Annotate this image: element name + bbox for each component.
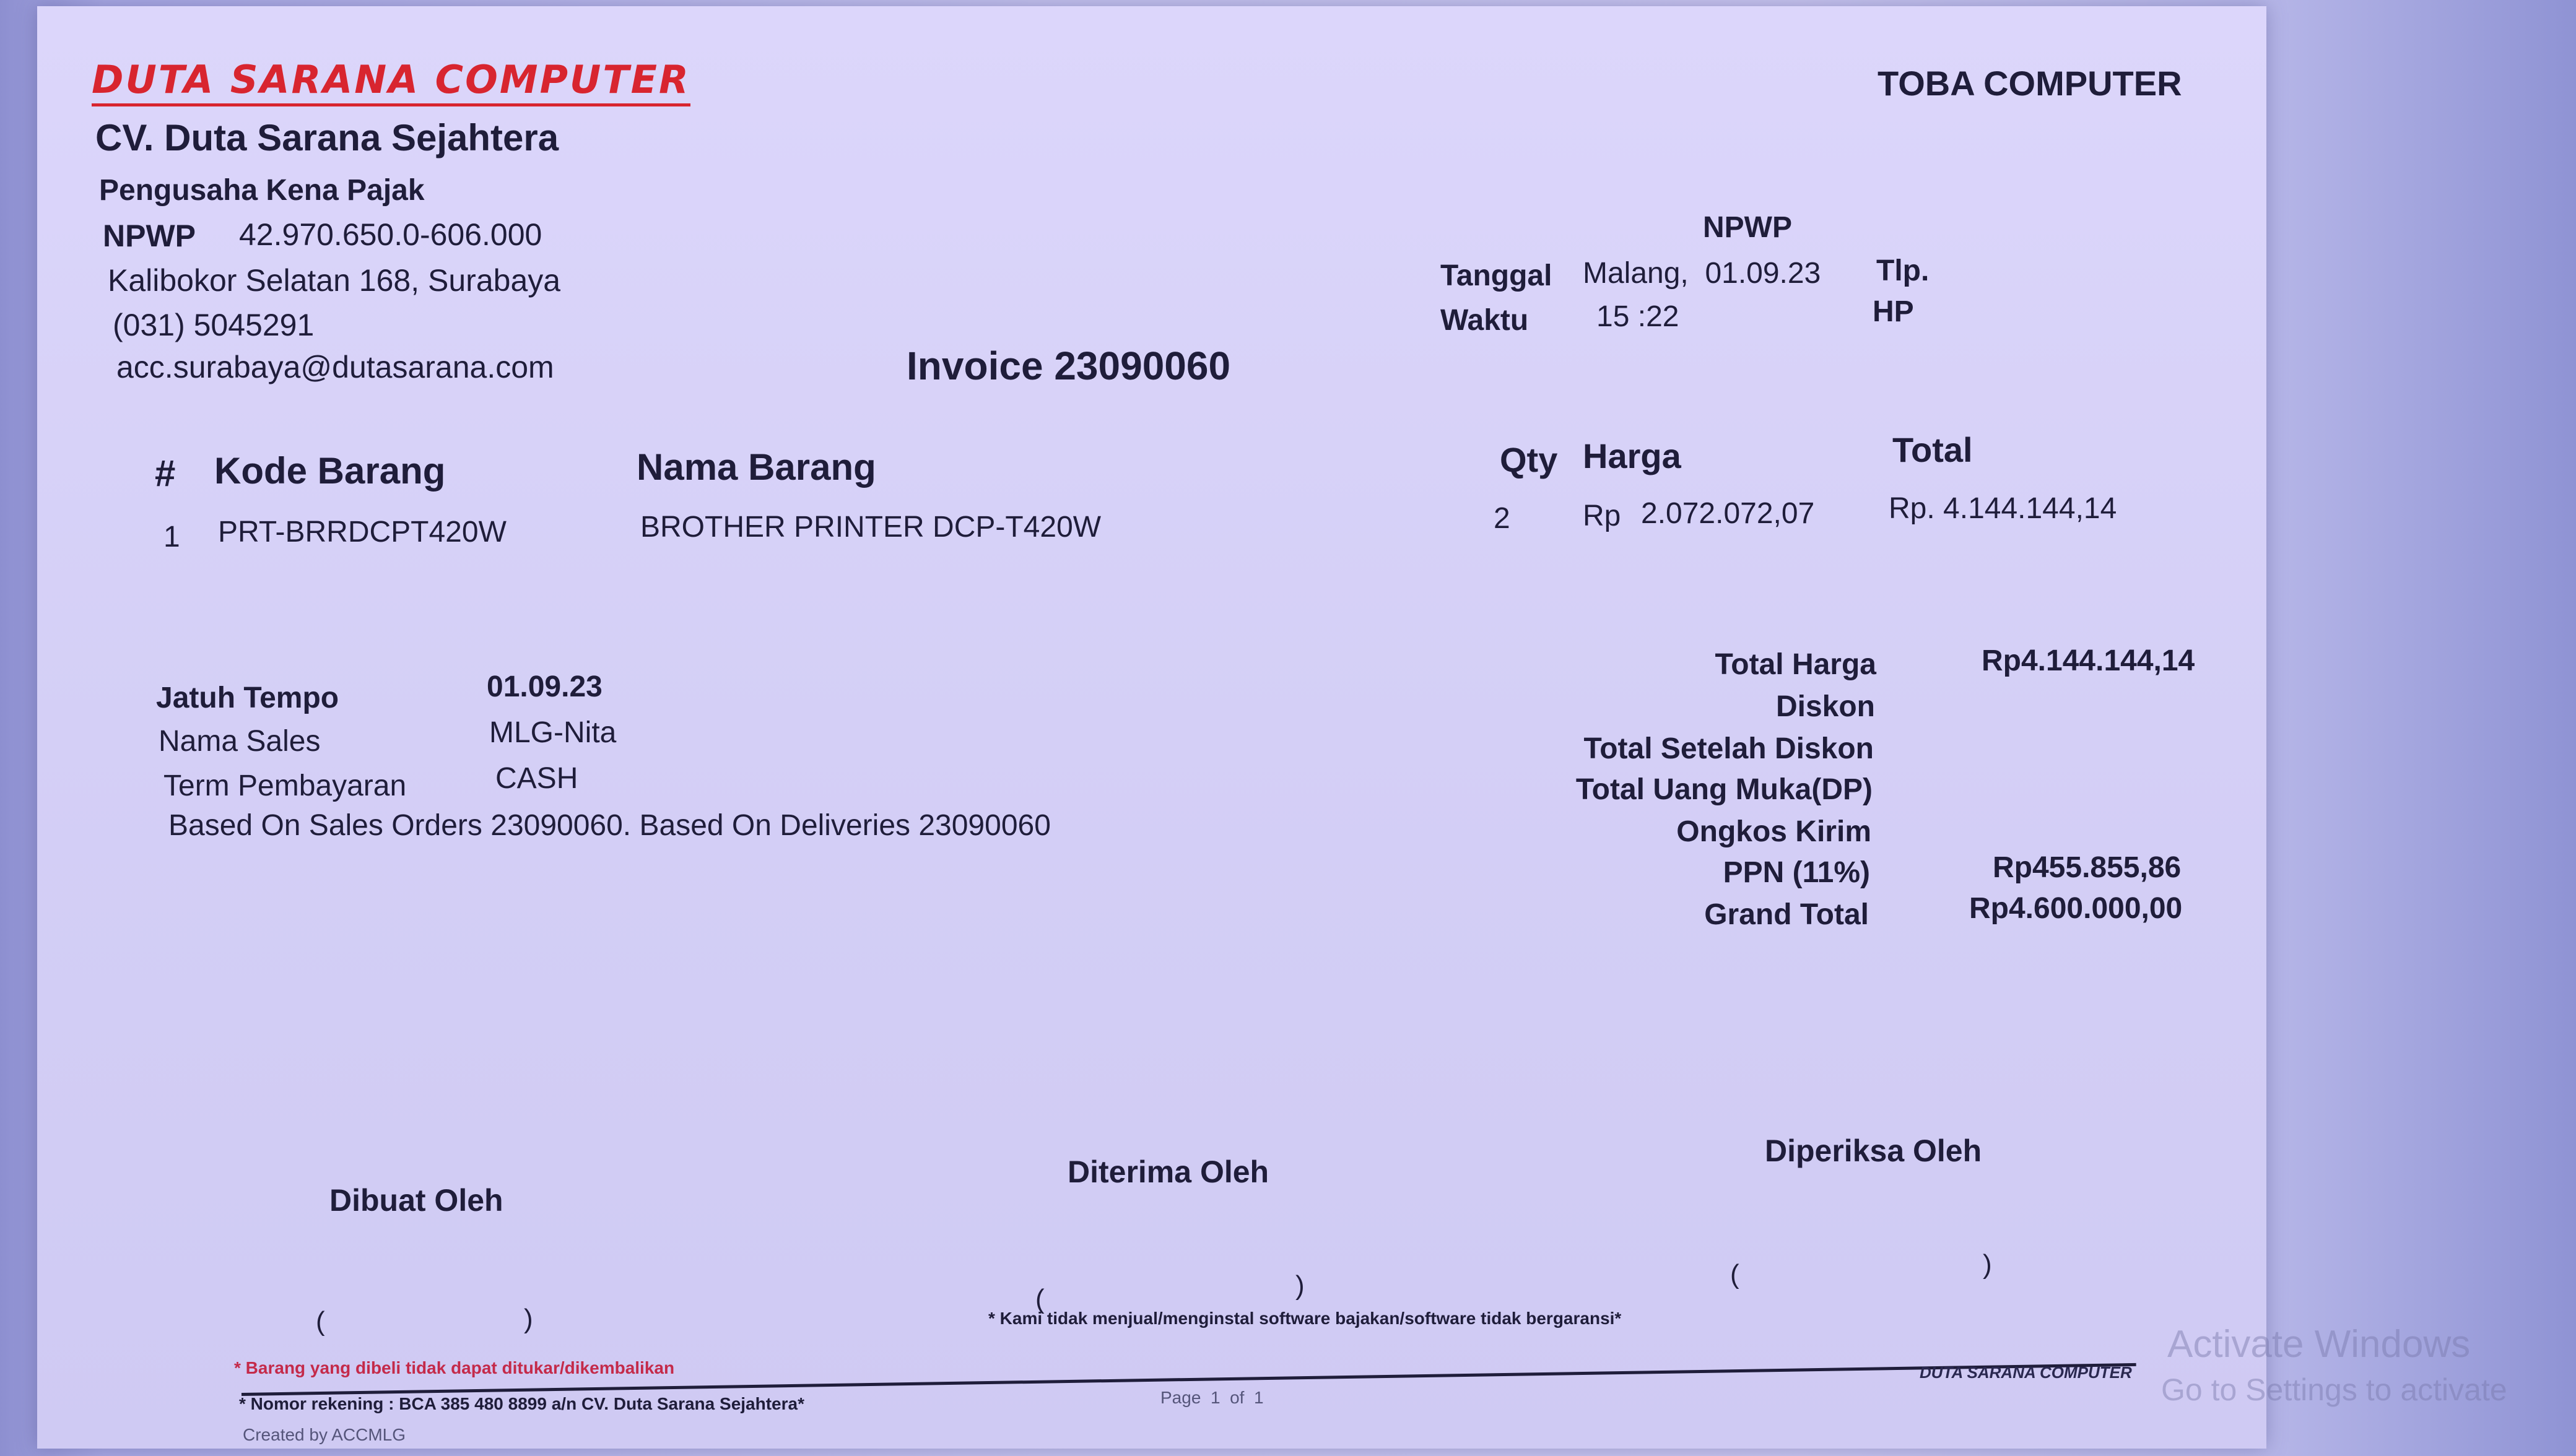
company-address: Kalibokor Selatan 168, Surabaya	[108, 263, 561, 298]
sign-diterima-close: )	[1295, 1270, 1305, 1301]
total-harga-value: Rp4.144.144,14	[1982, 644, 2195, 677]
tanggal-label: Tanggal	[1440, 259, 1552, 292]
row-qty: 2	[1494, 502, 1510, 535]
account-note: * Nomor rekening : BCA 385 480 8899 a/n CV. Duta Sarana Sejahtera*	[239, 1394, 804, 1413]
customer-name: TOBA COMPUTER	[1878, 64, 2182, 103]
row-nama: BROTHER PRINTER DCP-T420W	[640, 511, 1102, 544]
sign-dibuat-open: (	[316, 1306, 325, 1337]
col-header-kode: Kode Barang	[214, 450, 446, 492]
hp-label: HP	[1873, 295, 1914, 328]
row-total: Rp. 4.144.144,14	[1889, 492, 2117, 525]
diskon-label: Diskon	[1775, 690, 1875, 723]
delivery-note: Based On Sales Orders 23090060. Based On Deliveries 23090060	[168, 809, 1051, 842]
row-harga: 2.072.072,07	[1641, 497, 1815, 530]
activate-windows-subtitle: Go to Settings to activate	[2161, 1372, 2507, 1407]
ppn-label: PPN (11%)	[1723, 856, 1870, 889]
grand-total-value: Rp4.600.000,00	[1969, 892, 2183, 925]
sign-dibuat-label: Dibuat Oleh	[329, 1183, 503, 1218]
setelah-diskon-label: Total Setelah Diskon	[1583, 732, 1874, 765]
sign-diperiksa-open: (	[1730, 1259, 1739, 1289]
row-harga-currency: Rp	[1583, 500, 1621, 532]
total-harga-label: Total Harga	[1715, 648, 1876, 681]
return-note: * Barang yang dibeli tidak dapat ditukar/dikembalikan	[234, 1358, 675, 1377]
col-header-harga: Harga	[1583, 436, 1681, 475]
company-phone: (031) 5045291	[113, 308, 315, 342]
brand-small-logo: DUTA SARANA COMPUTER	[1920, 1363, 2132, 1382]
jatuh-tempo-value: 01.09.23	[487, 670, 603, 703]
sales-value: MLG-Nita	[489, 716, 617, 749]
ppn-value: Rp455.855,86	[1993, 851, 2182, 884]
company-email: acc.surabaya@dutasarana.com	[116, 350, 554, 384]
customer-npwp-label: NPWP	[1703, 211, 1792, 244]
page-indicator: Page 1 of 1	[1160, 1388, 1264, 1407]
dp-label: Total Uang Muka(DP)	[1575, 773, 1873, 806]
term-value: CASH	[495, 762, 578, 795]
term-label: Term Pembayaran	[163, 769, 407, 802]
col-header-total: Total	[1892, 430, 1973, 469]
activate-windows-title: Activate Windows	[2167, 1323, 2471, 1366]
waktu-label: Waktu	[1440, 304, 1529, 337]
col-header-no: #	[155, 453, 176, 494]
col-header-nama: Nama Barang	[637, 446, 876, 488]
company-npwp-value: 42.970.650.0-606.000	[239, 217, 542, 252]
tanggal-value: Malang, 01.09.23	[1583, 257, 1821, 290]
software-note: * Kami tidak menjual/menginstal software bajakan/software tidak bergaransi*	[988, 1309, 1622, 1328]
sign-diterima-open: (	[1035, 1284, 1045, 1314]
sales-label: Nama Sales	[159, 725, 321, 758]
company-npwp-label: NPWP	[103, 219, 196, 253]
sign-diperiksa-close: )	[1983, 1249, 1992, 1280]
grand-total-label: Grand Total	[1704, 898, 1869, 931]
invoice-paper	[37, 6, 2266, 1449]
tlp-label: Tlp.	[1876, 254, 1930, 287]
ongkir-label: Ongkos Kirim	[1676, 815, 1871, 848]
sign-diperiksa-label: Diperiksa Oleh	[1765, 1133, 1982, 1168]
jatuh-tempo-label: Jatuh Tempo	[156, 682, 339, 714]
col-header-qty: Qty	[1500, 440, 1558, 479]
invoice-title: Invoice 23090060	[907, 344, 1231, 388]
tax-status: Pengusaha Kena Pajak	[99, 174, 425, 207]
company-legal-name: CV. Duta Sarana Sejahtera	[95, 117, 559, 158]
row-no: 1	[163, 521, 180, 553]
sign-dibuat-close: )	[524, 1304, 533, 1334]
sign-diterima-label: Diterima Oleh	[1068, 1155, 1269, 1189]
waktu-value: 15 :22	[1596, 300, 1679, 333]
row-kode: PRT-BRRDCPT420W	[218, 516, 507, 548]
company-logo: DUTA SARANA COMPUTER	[92, 57, 690, 106]
created-by: Created by ACCMLG	[243, 1425, 406, 1444]
